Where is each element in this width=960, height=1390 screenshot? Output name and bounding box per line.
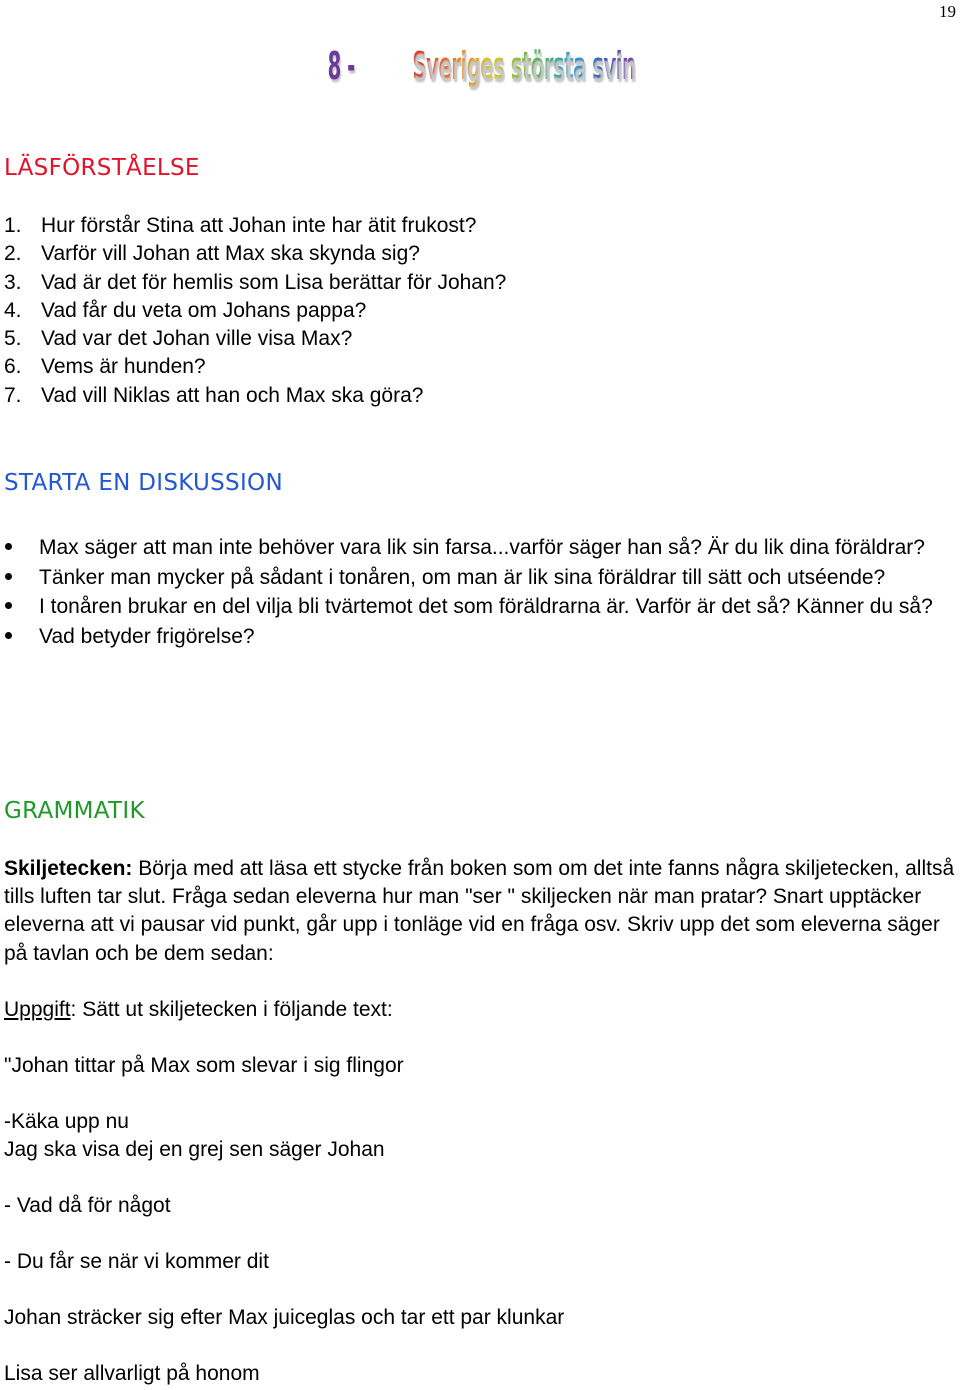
chapter-name: Sveriges största svin — [411, 44, 635, 88]
question-number: 2. — [4, 242, 22, 266]
question-text: Vad vill Niklas att han och Max ska göra? — [41, 383, 424, 407]
discussion-item — [0, 623, 940, 652]
discussion-item — [0, 564, 940, 593]
uppgift-label: Uppgift — [4, 998, 71, 1021]
question-number: 1. — [4, 214, 22, 237]
question-text: Vems är hunden? — [41, 355, 206, 379]
exercise-line: Johan sträcker sig efter Max juiceglas och tar ett par klunkar — [4, 1306, 565, 1329]
question-number: 3. — [4, 270, 22, 294]
discussion-item — [0, 593, 940, 622]
uppgift-paragraph — [4, 996, 960, 1024]
discussion-text: Max säger att man inte behöver vara lik sin farsa...varför säger han så? Är du lik dina föräldrar? — [39, 536, 925, 559]
question-item — [0, 353, 506, 381]
question-item — [0, 297, 506, 325]
exercise-line: - Du får se när vi kommer dit — [4, 1250, 269, 1273]
question-item — [0, 325, 506, 353]
discussion-list — [0, 534, 940, 651]
uppgift-text: : Sätt ut skiljetecken i följande text: — [70, 998, 393, 1021]
skiljetecken-label: Skiljetecken: — [4, 857, 133, 880]
question-number: 4. — [4, 298, 22, 322]
heading-grammatik: GRAMMATIK — [4, 798, 145, 824]
exercise-line: -Käka upp nu — [4, 1110, 129, 1133]
question-item — [0, 269, 506, 297]
question-number: 6. — [4, 355, 22, 379]
heading-diskussion: STARTA EN DISKUSSION — [4, 470, 283, 496]
exercise-line: "Johan tittar på Max som slevar i sig flingor — [4, 1054, 404, 1077]
question-number: 7. — [4, 383, 22, 407]
exercise-line: - Vad då för något — [4, 1194, 171, 1217]
question-item — [0, 212, 506, 240]
discussion-text: Tänker man mycker på sådant i tonåren, om man är lik sina föräldrar till sätt och utséende? — [39, 565, 886, 589]
skiljetecken-paragraph — [4, 855, 960, 968]
question-item — [0, 382, 506, 410]
question-text: Vad var det Johan ville visa Max? — [41, 327, 353, 351]
chapter-title — [0, 44, 960, 88]
bullet-icon — [5, 573, 12, 580]
chapter-number: 8 - — [327, 44, 355, 88]
exercise-line: Jag ska visa dej en grej sen säger Johan — [4, 1138, 385, 1161]
exercise-line: Lisa ser allvarligt på honom — [4, 1362, 260, 1385]
question-text: Hur förstår Stina att Johan inte har ätit frukost? — [41, 214, 477, 237]
question-text: Vad får du veta om Johans pappa? — [41, 298, 367, 322]
bullet-icon — [5, 602, 12, 609]
discussion-text: Vad betyder frigörelse? — [39, 624, 255, 648]
discussion-text: I tonåren brukar en del vilja bli tvärtemot det som föräldrarna är. Varför är det så? Känner du så? — [39, 595, 933, 619]
bullet-icon — [5, 632, 12, 639]
skiljetecken-text: Börja med att läsa ett stycke från boken som om det inte fanns några skiljetecken, alltså tills luften tar slut. Fråga sedan eleverna hur man "ser " skiljecken när man pratar? Snart upptäcker eleverna att vi pausar vid punkt, går upp i tonläge vid en fråga osv. Skriv upp det som eleverna säger på tavlan och be dem sedan: — [4, 857, 955, 965]
page-number: 19 — [939, 2, 956, 21]
question-number: 5. — [4, 327, 22, 351]
question-text: Vad är det för hemlis som Lisa berättar för Johan? — [41, 270, 507, 294]
question-list — [0, 212, 506, 410]
bullet-icon — [5, 543, 12, 550]
question-text: Varför vill Johan att Max ska skynda sig? — [41, 242, 420, 266]
discussion-item — [0, 534, 940, 563]
question-item — [0, 240, 506, 268]
heading-lasforstaelse: LÄSFÖRSTÅELSE — [4, 155, 200, 181]
